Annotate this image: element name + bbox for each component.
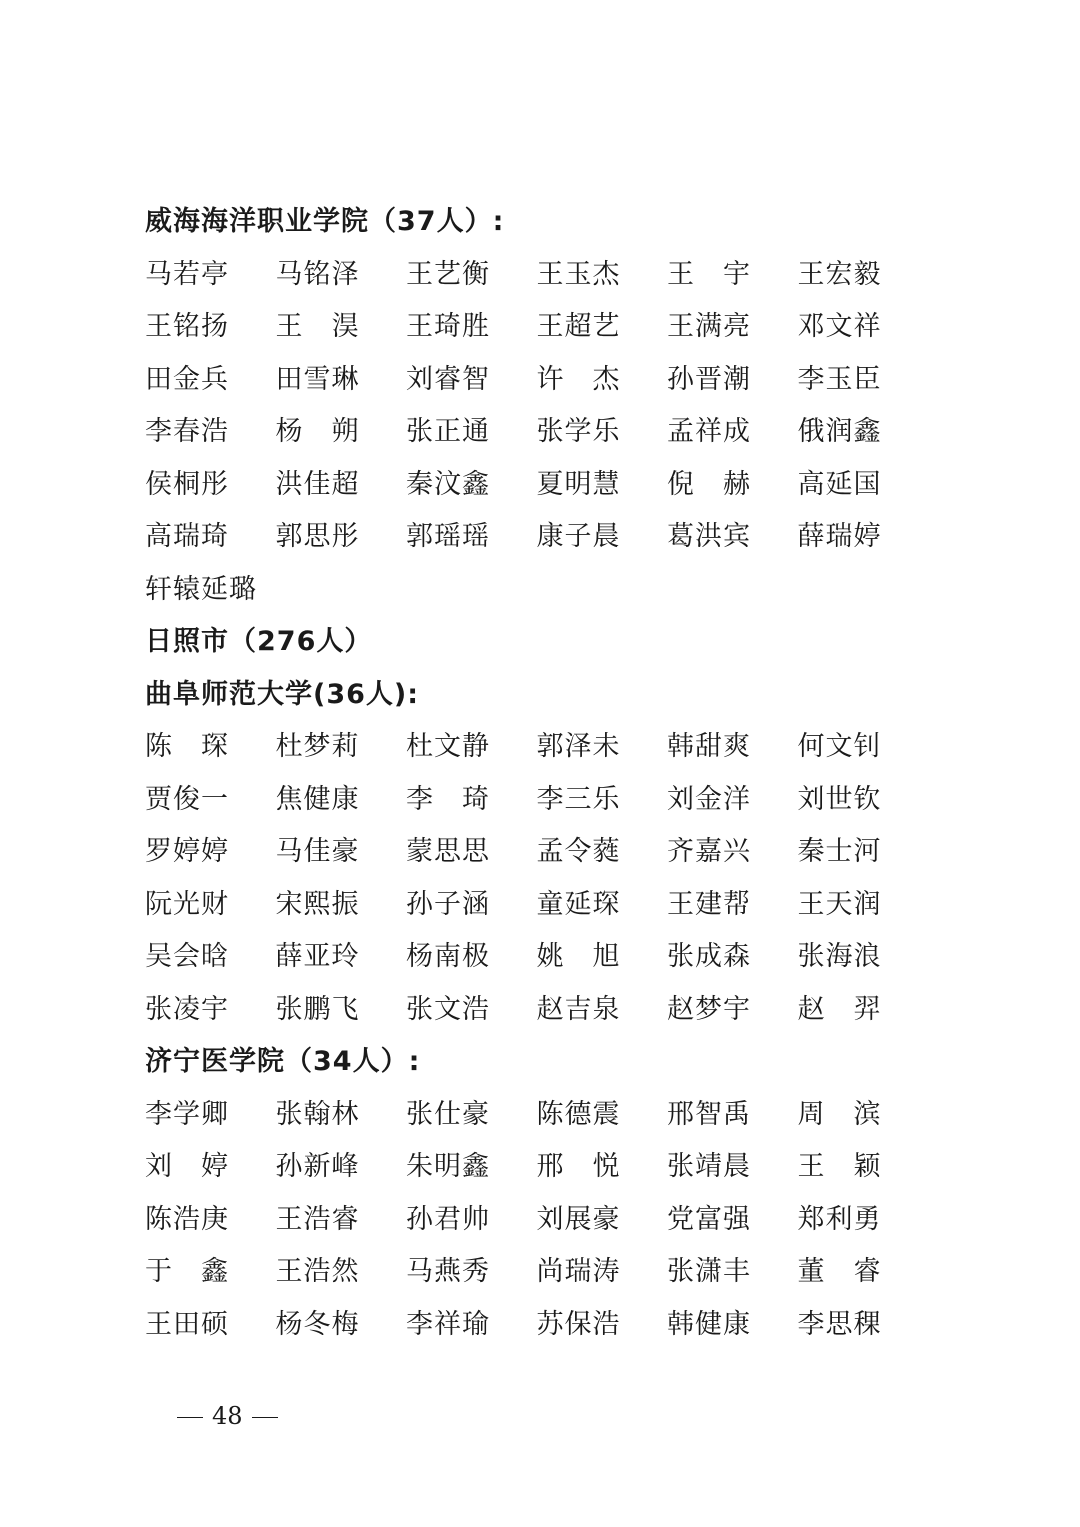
person-name: 朱明鑫 xyxy=(406,1151,490,1182)
person-name: 夏明慧 xyxy=(536,468,621,500)
person-name: 邓文祥 xyxy=(797,311,882,342)
name-row xyxy=(145,511,945,564)
person-name: 马铭泽 xyxy=(275,258,360,290)
person-name: 邢悦 xyxy=(536,1151,649,1182)
person-name: 张海浪 xyxy=(797,941,882,972)
name-row xyxy=(145,931,945,984)
person-name: 李祥瑜 xyxy=(406,1308,490,1340)
person-name: 刘展豪 xyxy=(536,1203,621,1235)
person-name: 郭瑶瑶 xyxy=(406,521,490,552)
person-name: 王建帮 xyxy=(667,888,751,920)
person-name: 倪赫 xyxy=(667,468,779,500)
person-name: 赵羿 xyxy=(797,993,910,1025)
name-row xyxy=(145,984,945,1037)
person-name: 吴会晗 xyxy=(145,941,229,972)
person-name: 何文钊 xyxy=(797,731,882,762)
person-name: 李玉臣 xyxy=(797,363,882,395)
name-row xyxy=(145,354,945,407)
person-name: 张正通 xyxy=(406,416,490,447)
person-name: 焦健康 xyxy=(275,783,360,815)
person-name: 周滨 xyxy=(797,1098,910,1130)
person-name: 孟祥成 xyxy=(667,416,751,447)
person-name: 薛瑞婷 xyxy=(797,521,882,552)
person-name: 张潇丰 xyxy=(667,1256,751,1287)
name-row xyxy=(145,564,945,617)
person-name: 康子晨 xyxy=(536,521,621,552)
section-heading: 日照市（276人） xyxy=(145,626,373,657)
name-row xyxy=(145,249,945,302)
person-name: 李思稞 xyxy=(797,1308,882,1340)
person-name: 陈浩庚 xyxy=(145,1203,229,1235)
person-name: 郭思彤 xyxy=(275,521,360,552)
person-name: 苏保浩 xyxy=(536,1308,621,1340)
person-name: 陈德震 xyxy=(536,1098,621,1130)
person-name: 王浩睿 xyxy=(275,1203,360,1235)
person-name: 张鹏飞 xyxy=(275,993,360,1025)
person-name: 宋熙振 xyxy=(275,888,360,920)
person-name: 王超艺 xyxy=(536,311,621,342)
person-name: 马若亭 xyxy=(145,258,229,290)
person-name: 董睿 xyxy=(797,1256,910,1287)
person-name: 李三乐 xyxy=(536,783,621,815)
person-name: 张翰林 xyxy=(275,1098,360,1130)
person-name: 齐嘉兴 xyxy=(667,836,751,867)
name-list-content xyxy=(145,196,945,1351)
person-name: 王天润 xyxy=(797,888,882,920)
name-row xyxy=(145,879,945,932)
person-name: 蒙思思 xyxy=(406,836,490,867)
person-name: 王颖 xyxy=(797,1151,910,1182)
name-row xyxy=(145,1141,945,1194)
person-name: 孙子涵 xyxy=(406,888,490,920)
page-number: 48 xyxy=(212,1402,243,1430)
person-name: 王满亮 xyxy=(667,311,751,342)
person-name: 党富强 xyxy=(667,1203,751,1235)
person-name: 马佳豪 xyxy=(275,836,360,867)
person-name: 孙君帅 xyxy=(406,1203,490,1235)
person-name: 郑利勇 xyxy=(797,1203,882,1235)
name-row xyxy=(145,1246,945,1299)
person-name: 韩健康 xyxy=(667,1308,751,1340)
name-row xyxy=(145,1089,945,1142)
section-heading: 曲阜师范大学(36人): xyxy=(145,678,420,710)
person-name: 刘睿智 xyxy=(406,363,490,395)
person-name: 罗婷婷 xyxy=(145,836,229,867)
person-name: 王浩然 xyxy=(275,1256,360,1287)
person-name: 刘金洋 xyxy=(667,783,751,815)
person-name: 赵吉泉 xyxy=(536,993,621,1025)
person-name: 张靖晨 xyxy=(667,1151,751,1182)
name-row xyxy=(145,774,945,827)
person-name: 孙新峰 xyxy=(275,1151,360,1182)
person-name: 张成森 xyxy=(667,941,751,972)
person-name: 姚旭 xyxy=(536,941,649,972)
person-name: 高延国 xyxy=(797,468,882,500)
person-name: 邢智禹 xyxy=(667,1098,751,1130)
person-name: 秦汶鑫 xyxy=(406,468,490,500)
person-name: 孙晋潮 xyxy=(667,363,751,395)
section-heading: 威海海洋职业学院（37人）: xyxy=(145,206,505,237)
name-row xyxy=(145,721,945,774)
section-heading: 济宁医学院（34人）: xyxy=(145,1046,421,1077)
person-name: 王铭扬 xyxy=(145,311,229,342)
name-row xyxy=(145,1194,945,1247)
person-name: 阮光财 xyxy=(145,888,229,920)
name-row xyxy=(145,301,945,354)
name-row xyxy=(145,406,945,459)
page-footer xyxy=(168,1402,287,1430)
person-name: 杜梦莉 xyxy=(275,731,360,762)
footer-dash-right xyxy=(252,1417,278,1418)
person-name: 田金兵 xyxy=(145,363,229,395)
person-name: 童延琛 xyxy=(536,888,621,920)
person-name: 薛亚玲 xyxy=(275,941,360,972)
person-name: 马燕秀 xyxy=(406,1256,490,1287)
person-name: 王宏毅 xyxy=(797,258,882,290)
name-row xyxy=(145,826,945,879)
person-name: 葛洪宾 xyxy=(667,521,751,552)
footer-dash-left xyxy=(177,1417,203,1418)
person-name: 刘婷 xyxy=(145,1151,257,1182)
person-name: 侯桐彤 xyxy=(145,468,229,500)
person-name: 张仕豪 xyxy=(406,1098,490,1130)
person-name: 李春浩 xyxy=(145,416,229,447)
person-name: 王琦胜 xyxy=(406,311,490,342)
person-name: 贾俊一 xyxy=(145,783,229,815)
person-name: 轩辕延璐 xyxy=(145,573,257,605)
person-name: 张文浩 xyxy=(406,993,490,1025)
person-name: 王艺衡 xyxy=(406,258,490,290)
person-name: 王田硕 xyxy=(145,1308,229,1340)
person-name: 于鑫 xyxy=(145,1256,257,1287)
person-name: 秦士河 xyxy=(797,836,882,867)
person-name: 王宇 xyxy=(667,258,779,290)
person-name: 杨朔 xyxy=(275,416,388,447)
person-name: 陈琛 xyxy=(145,731,257,762)
person-name: 孟令蕤 xyxy=(536,836,621,867)
person-name: 郭泽未 xyxy=(536,731,621,762)
person-name: 高瑞琦 xyxy=(145,521,229,552)
person-name: 王淏 xyxy=(275,311,388,342)
person-name: 俄润鑫 xyxy=(797,416,882,447)
person-name: 田雪琳 xyxy=(275,363,360,395)
person-name: 张凌宇 xyxy=(145,993,229,1025)
person-name: 杨冬梅 xyxy=(275,1308,360,1340)
name-row xyxy=(145,1299,945,1352)
person-name: 李学卿 xyxy=(145,1098,229,1130)
person-name: 赵梦宇 xyxy=(667,993,751,1025)
name-row xyxy=(145,459,945,512)
person-name: 刘世钦 xyxy=(797,783,882,815)
person-name: 张学乐 xyxy=(536,416,621,447)
person-name: 杨南极 xyxy=(406,941,490,972)
person-name: 许杰 xyxy=(536,363,649,395)
person-name: 洪佳超 xyxy=(275,468,360,500)
person-name: 杜文静 xyxy=(406,731,490,762)
person-name: 尚瑞涛 xyxy=(536,1256,621,1287)
person-name: 王玉杰 xyxy=(536,258,621,290)
person-name: 韩甜爽 xyxy=(667,731,751,762)
person-name: 李琦 xyxy=(406,783,518,815)
